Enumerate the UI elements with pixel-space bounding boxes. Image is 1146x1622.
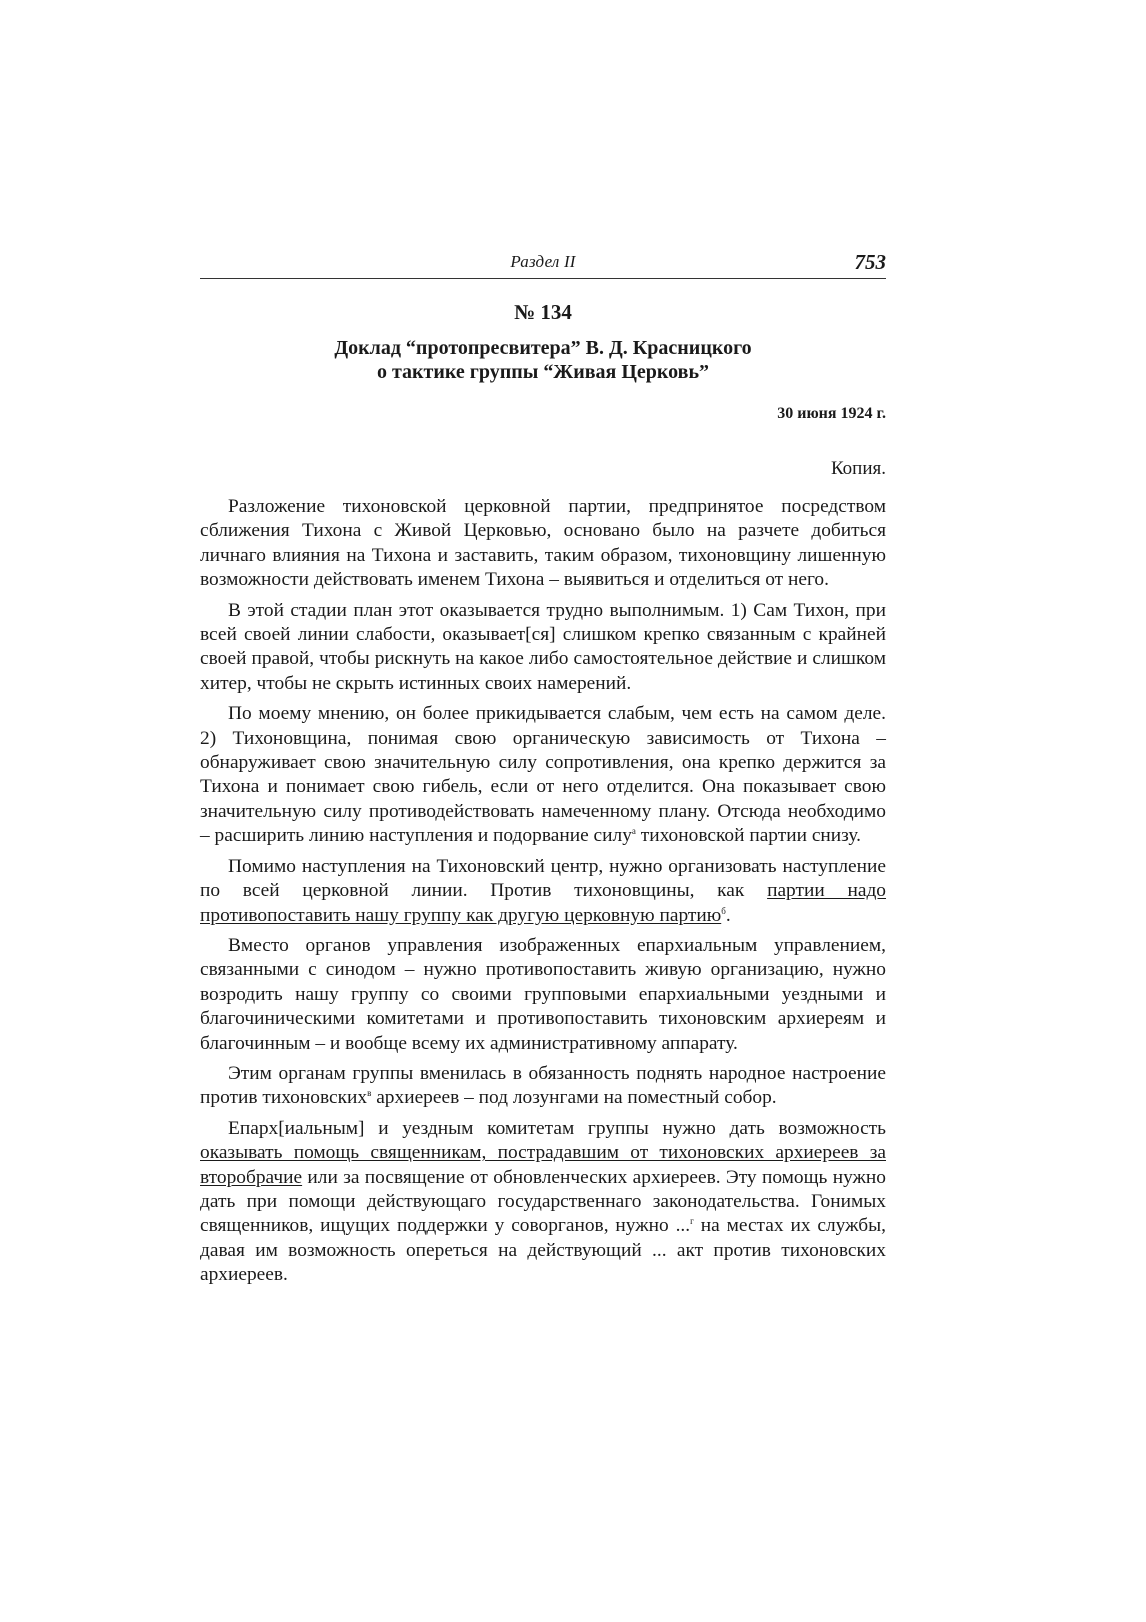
section-label: Раздел II xyxy=(510,252,576,271)
paragraph-3 xyxy=(200,702,886,848)
footnote-marker-v: в xyxy=(367,1088,372,1099)
paragraph-2: В этой стадии план этот оказывается трудно выполнимым. 1) Сам Тихон, при всей своей линии слабости, оказывает[ся] слишком крепко связанным с крайней своей правой, чтобы рискнуть на какое либо самостоятельное действие и слишком хитер, чтобы не скрыть истинных своих намерений. xyxy=(200,599,886,694)
paragraph-6 xyxy=(200,1062,886,1111)
footnote-marker-b: б xyxy=(721,905,726,916)
paragraph-6-text: Этим органам группы вменилась в обязанность поднять народное настроение против тихоновских xyxy=(200,1062,886,1109)
paragraph-7-text-end: на местах их службы, давая им возможность опереться на действующий ... акт против тихоновских архиереев. xyxy=(200,1215,886,1286)
paragraph-4-text-end: . xyxy=(725,904,731,926)
paragraph-5: Вместо органов управления изображенных епархиальным управлением, связанными с синодом – нужно противопоставить живую организацию, нужно возродить нашу группу со своими групповыми епархиальными уездными и благочиническими комитетами и противопоставить тихоновским архиереям и благочинным – и вообще всему их административному аппарату. xyxy=(200,934,886,1054)
document-number: № 134 xyxy=(514,300,572,324)
paragraph-3-text-end: тихоновской партии снизу. xyxy=(635,825,862,847)
document-title-line-1: Доклад “протопресвитера” В. Д. Красницкого xyxy=(334,337,752,359)
paragraph-4 xyxy=(200,855,886,928)
header-rule xyxy=(200,278,886,279)
document-title-line-2: о тактике группы “Живая Церковь” xyxy=(376,361,710,383)
copy-mark: Копия. xyxy=(830,458,886,479)
paragraph-1: Разложение тихоновской церковной партии, предпринятое посредством сближения Тихона с Живой Церковью, основано было на разчете добиться личнаго влияния на Тихона и заставить, таким образом, тихоновщину лишенную возможности действовать именем Тихона – выявиться и отделиться от него. xyxy=(200,496,886,591)
paragraph-7-text-middle: или за посвящение от обновленческих архиереев. Эту помощь нужно дать при помощи действующаго государственнаго законодательства. Гонимых священников, ищущих поддержки у соворганов, нужно ... xyxy=(200,1166,886,1237)
underlined-passage-1: партии надо противопоставить нашу группу как другую церковную партию xyxy=(200,880,887,926)
underlined-passage-2: оказывать помощь священникам, пострадавшим от тихоновских архиереев за второбрачие xyxy=(200,1142,886,1188)
document-title xyxy=(200,336,886,384)
page-number: 753 xyxy=(854,250,886,274)
paragraph-6-text-end: архиереев – под лозунгами на поместный собор. xyxy=(371,1087,777,1109)
document-date: 30 июня 1924 г. xyxy=(777,405,886,422)
paragraph-4-text: Помимо наступления на Тихоновский центр, нужно организовать наступление по всей церковной линии. Против тихоновщины, как xyxy=(200,855,886,902)
body-text xyxy=(200,495,886,1294)
footnote-marker-a: а xyxy=(631,826,636,837)
paragraph-7-text: Епарх[иальным] и уездным комитетам группы нужно дать возможность xyxy=(228,1117,886,1139)
running-head xyxy=(200,250,886,280)
paragraph-7 xyxy=(200,1117,886,1288)
paragraph-3-text: По моему мнению, он более прикидывается слабым, чем есть на самом деле. 2) Тихоновщина, понимая свою органическую зависимость от Тихона – обнаруживает свою значительную силу сопротивления, она крепко держится за Тихона и понимает свою гибель, если от него отделится. Она показывает свою значительную силу противодействовать намеченному плану. Отсюда необходимо – расширить линию наступления и подорвание силу xyxy=(200,703,886,847)
footnote-marker-g: г xyxy=(690,1216,694,1227)
